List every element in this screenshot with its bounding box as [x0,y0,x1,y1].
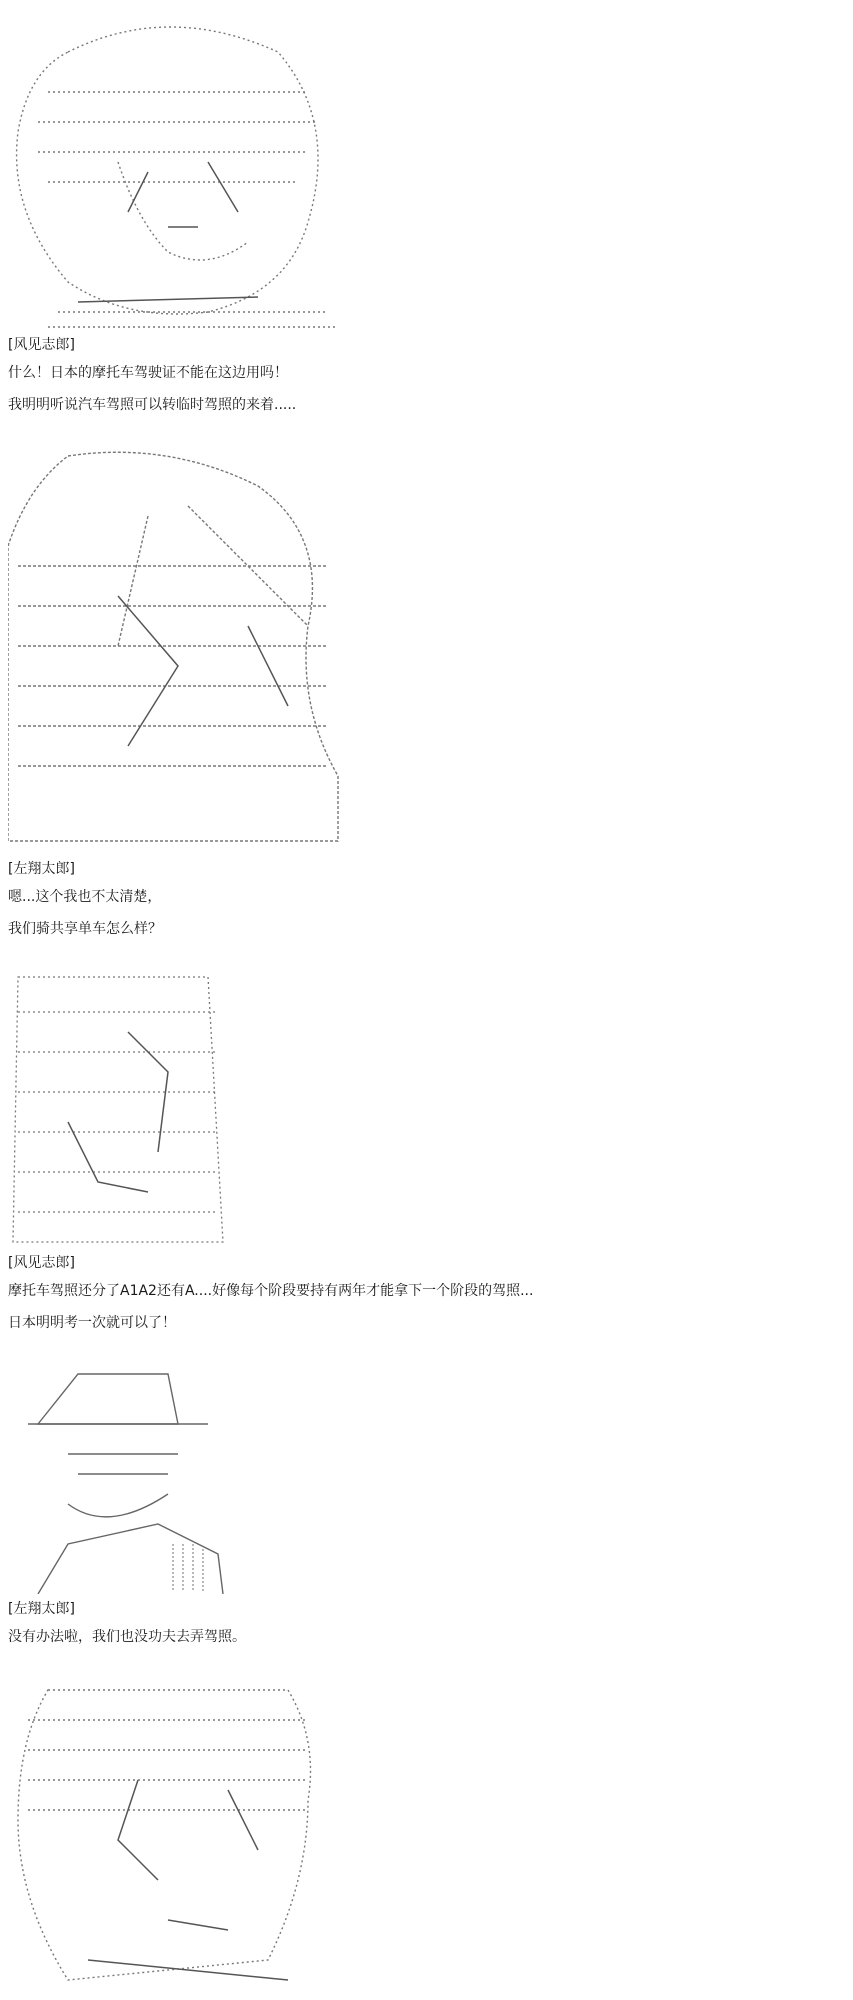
dialogue-line: 我们骑共享单车怎么样？ [8,921,162,937]
dialogue-line: 没有办法啦，我们也没功夫去弄驾照。 [8,1629,246,1645]
speaker-label: [风见志郎] [8,1255,75,1271]
ascii-art-kazami-3 [8,1680,328,2000]
ascii-art-drawing [8,1680,328,2000]
ascii-art-drawing [8,12,348,330]
dialogue-line: 摩托车驾照还分了A1A2还有A....好像每个阶段要持有两年才能拿下一个阶段的驾照... [8,1283,534,1299]
dialogue-line: 日本明明考一次就可以了！ [8,1315,176,1331]
ascii-art-hidari-2 [8,1364,230,1594]
ascii-art-kazami-2 [8,972,230,1248]
ascii-art-drawing [8,1364,230,1594]
ascii-art-kazami-1 [8,12,348,330]
ascii-art-drawing [8,446,350,846]
ascii-art-drawing [8,972,230,1248]
speaker-label: [左翔太郎] [8,1601,75,1617]
dialogue-line: 什么！日本的摩托车驾驶证不能在这边用吗！ [8,365,288,381]
ascii-art-hidari-1 [8,446,350,846]
dialogue-line: 嗯...这个我也不太清楚， [8,889,162,905]
dialogue-line: 我明明听说汽车驾照可以转临时驾照的来着..... [8,397,297,413]
speaker-label: [左翔太郎] [8,861,75,877]
speaker-label: [风见志郎] [8,337,75,353]
